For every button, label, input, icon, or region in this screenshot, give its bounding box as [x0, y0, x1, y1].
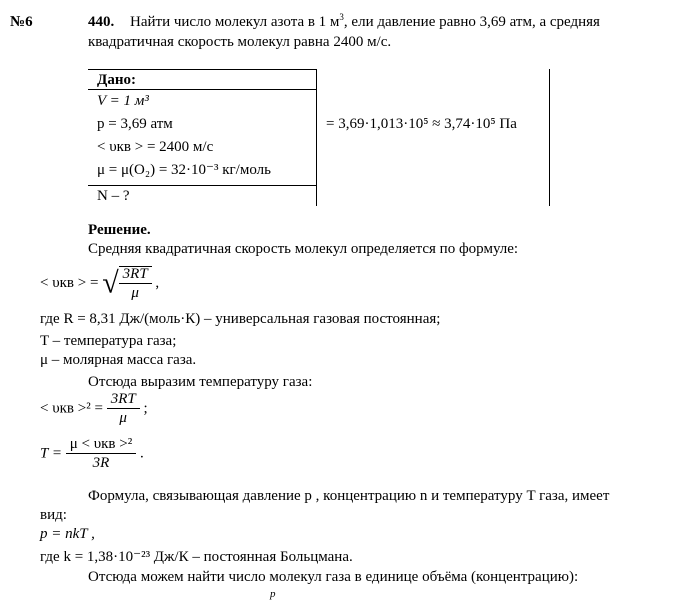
formula-squared-tail: ;	[143, 400, 148, 417]
problem-text-line1-b: , ели давление равно 3,69 атм, а средняя	[343, 14, 600, 30]
formula-rms-numerator: 3RT	[119, 267, 152, 284]
given-conversion: = 3,69·1,013·10⁵ ≈ 3,74·10⁵ Па	[326, 116, 517, 132]
formula-temperature-numerator: μ < υкв >²	[66, 437, 137, 454]
problem-number-label: №6	[10, 14, 33, 30]
problem-number: 440.	[88, 14, 115, 30]
solution-paragraph-4: Отсюда можем найти число молекул газа в единице объёма (концентрацию):	[88, 569, 579, 585]
given-row-pressure: p = 3,69 атм	[97, 116, 173, 132]
t-definition: T – температура газа;	[40, 333, 177, 349]
solution-paragraph-3b: вид:	[40, 507, 67, 523]
formula-temperature-denominator: 3R	[92, 455, 110, 471]
problem-text-line1-sup: 3	[339, 12, 344, 22]
solution-paragraph-1: Средняя квадратичная скорость молекул определяется по формуле:	[88, 241, 519, 257]
mu-definition: μ – молярная масса газа.	[40, 352, 197, 368]
formula-temperature-fraction	[66, 437, 137, 471]
formula-squared-left: < υкв >² =	[40, 400, 103, 417]
formula-squared-numerator: 3RT	[107, 392, 140, 409]
formula-squared-fraction	[107, 392, 140, 426]
given-find: N – ?	[97, 188, 130, 204]
sqrt-sign: √	[102, 266, 119, 300]
problem-text-line1	[130, 12, 600, 30]
given-separator-1	[88, 89, 316, 90]
formula-rms-tail: ,	[155, 275, 160, 291]
problem-text-line1-a: Найти число молекул азота в 1 м	[130, 14, 340, 30]
given-divider	[316, 69, 317, 206]
given-right-border	[549, 69, 550, 206]
cut-off-fragment: p	[270, 588, 276, 600]
where-r: где R = 8,31 Дж/(моль·К) – универсальная газовая постоянная;	[40, 311, 441, 327]
solution-paragraph-2: Отсюда выразим температуру газа:	[88, 374, 313, 390]
formula-rms-fraction	[119, 266, 152, 301]
given-title: Дано:	[97, 72, 136, 88]
formula-rms-left: < υкв > =	[40, 275, 99, 291]
given-separator-2	[88, 185, 316, 186]
formula-temperature-tail: .	[139, 445, 144, 462]
given-row-volume: V = 1 м³	[97, 93, 149, 109]
where-k: где k = 1,38·10⁻²³ Дж/К – постоянная Больцмана.	[40, 549, 353, 565]
formula-rms-speed	[40, 266, 159, 301]
formula-squared-denominator: μ	[119, 410, 127, 426]
given-row-speed: < υкв > = 2400 м/с	[97, 139, 214, 155]
formula-temperature-left: T =	[40, 445, 62, 462]
formula-rms-denominator: μ	[131, 285, 139, 301]
problem-text-line2: квадратичная скорость молекул равна 2400 м/с.	[88, 34, 392, 50]
solution-title: Решение.	[88, 222, 151, 238]
formula-temperature	[40, 437, 144, 471]
given-row-molar-mass: μ = μ(O₂) = 32·10⁻³ кг/моль	[97, 162, 271, 178]
solution-paragraph-3: Формула, связывающая давление p , концентрацию n и температуру T газа, имеет	[88, 488, 610, 504]
formula-squared	[40, 392, 148, 426]
formula-ideal-gas: p = nkT ,	[40, 526, 95, 542]
given-top-line	[88, 69, 316, 70]
